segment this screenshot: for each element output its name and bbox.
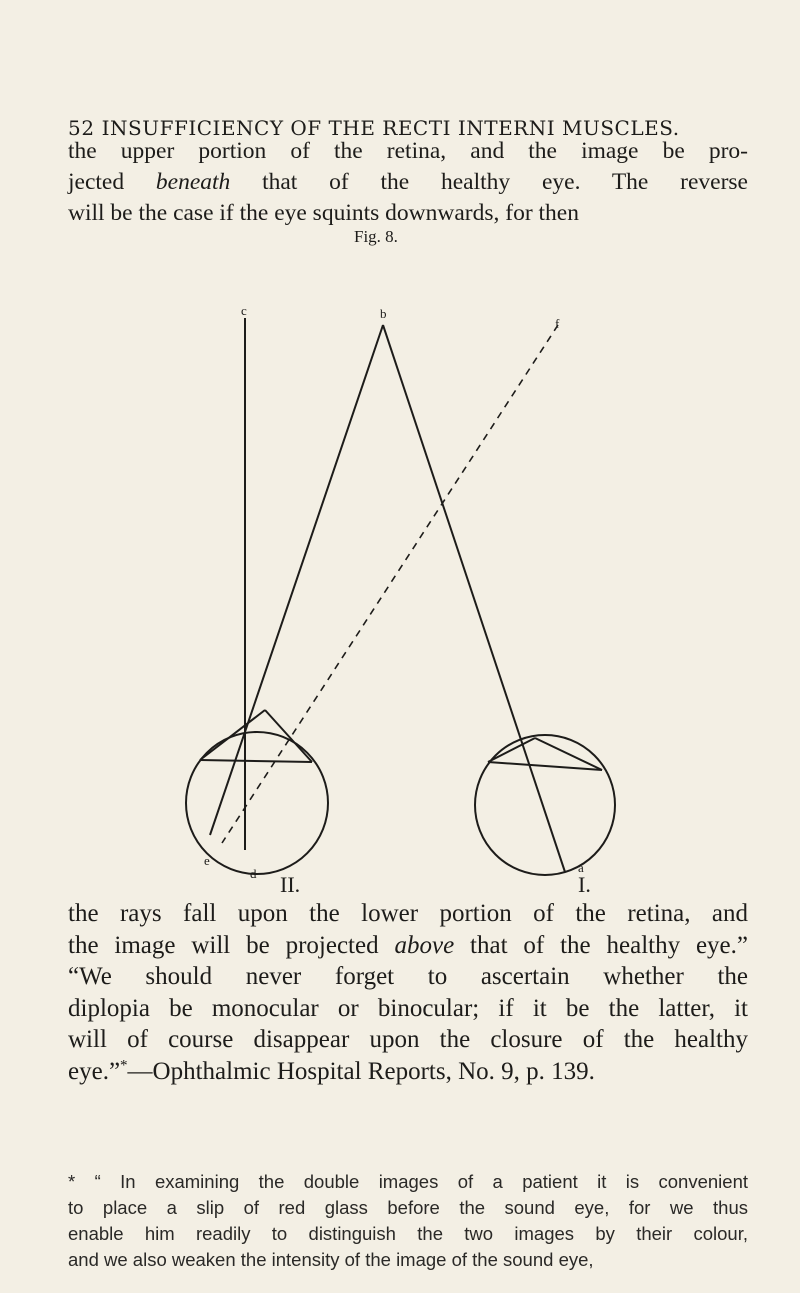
text-span: eye.” [68, 1057, 121, 1085]
chapter-title: INSUFFICIENCY OF THE RECTI INTERNI MUSCLES. [101, 116, 680, 140]
paragraph-2-line-1: the rays fall upon the lower portion of the retina, and [68, 900, 748, 927]
text-span: the image will be projected [68, 931, 395, 959]
chord-eye-i-base [488, 762, 602, 770]
line-b-left [210, 325, 383, 835]
text-span: jected [68, 169, 156, 195]
emphasis-above: above [394, 931, 455, 959]
chord-eye-ii-right [265, 710, 312, 762]
emphasis-beneath: beneath [155, 169, 231, 195]
paragraph-1-line-3: will be the case if the eye squints downwards, for then [68, 200, 579, 226]
dashed-line-f-e [222, 325, 558, 843]
label-eye-ii: II. [280, 872, 301, 897]
paragraph-2-line-6 [68, 1056, 748, 1088]
paragraph-2 [68, 898, 748, 1087]
label-a: a [578, 860, 584, 875]
footnote-line-2: to place a slip of red glass before the sound eye, for we thus [68, 1197, 748, 1218]
text-span: —Ophthalmic Hospital Reports, No. 9, p. 139. [127, 1057, 595, 1085]
figure-8-diagram [170, 300, 630, 900]
footnote-line-1: * “ In examining the double images of a patient it is convenient [68, 1171, 748, 1192]
chord-eye-ii-base [200, 760, 312, 762]
label-b: b [380, 306, 387, 321]
paragraph-2-line-5: will of course disappear upon the closure of the healthy [68, 1026, 748, 1053]
line-b-right [383, 325, 565, 872]
label-c: c [241, 303, 247, 318]
paragraph-2-line-2 [68, 930, 748, 962]
paragraph-1-line-1: the upper portion of the retina, and the image be pro- [68, 138, 748, 164]
paragraph-1-line-2 [68, 167, 748, 198]
label-e: e [204, 853, 210, 868]
chord-eye-ii-left [200, 710, 265, 760]
paragraph-1 [68, 136, 748, 229]
figure-caption: Fig. 8. [354, 227, 398, 246]
footnote-line-4: and we also weaken the intensity of the image of the sound eye, [68, 1249, 594, 1270]
label-eye-i: I. [578, 872, 591, 897]
footnote [68, 1169, 748, 1273]
footnote-marker: * [120, 1057, 128, 1074]
label-d: d [250, 866, 257, 881]
text-span: that of the healthy eye. The reverse [230, 169, 748, 195]
page-number: 52 [68, 116, 95, 140]
text-span: that of the healthy eye.” [454, 931, 748, 959]
paragraph-2-line-4: diplopia be monocular or binocular; if it be the latter, it [68, 994, 748, 1022]
label-f: f [555, 316, 560, 331]
paragraph-2-line-3: “We should never forget to ascertain whether the [68, 963, 748, 990]
eye-i-circle [475, 735, 615, 875]
footnote-line-3: enable him readily to distinguish the two images by their colour, [68, 1223, 748, 1244]
